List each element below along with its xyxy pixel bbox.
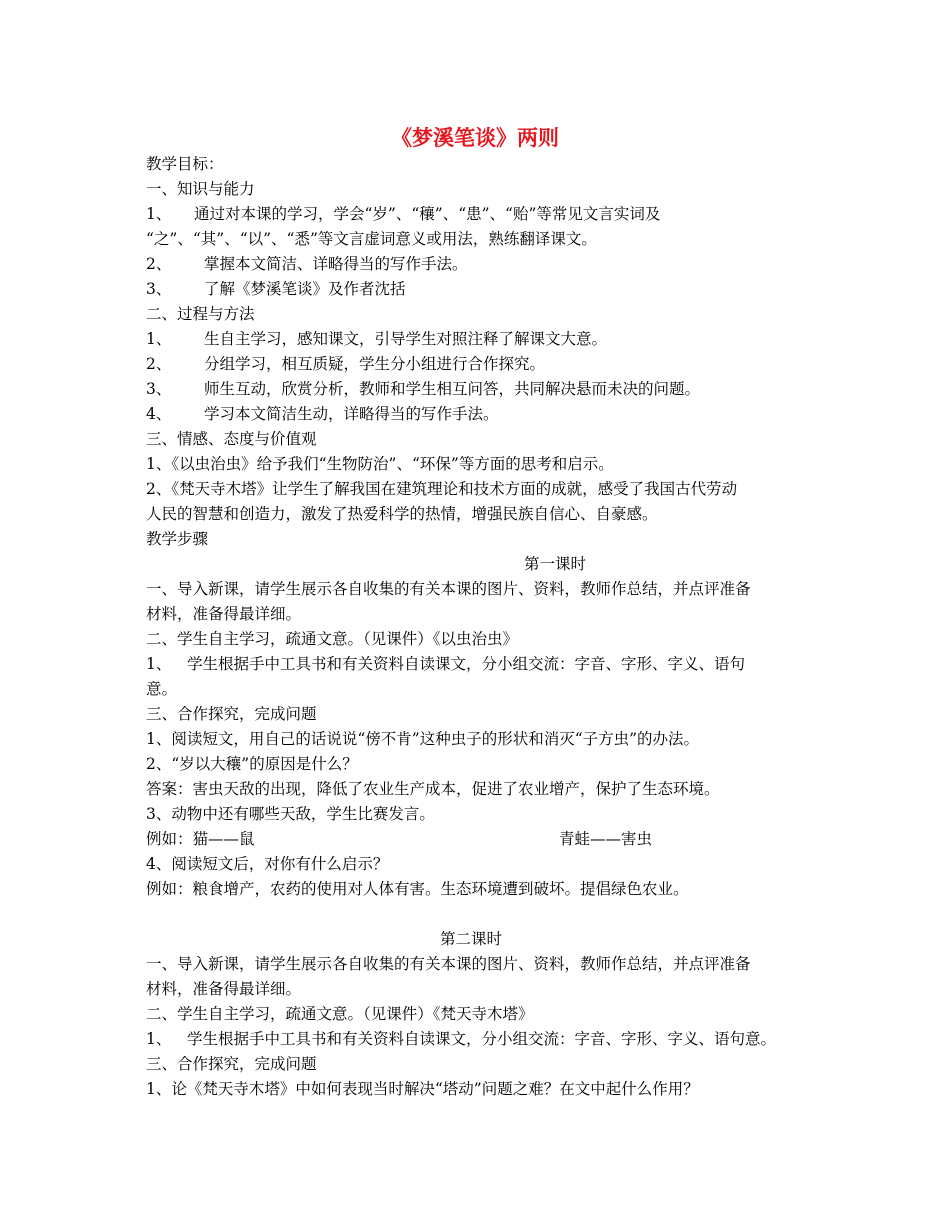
text-line: 1、《以虫治虫》给予我们“生物防治”、“环保”等方面的思考和启示。 <box>146 455 614 473</box>
item-number: 1、 <box>146 205 172 223</box>
text-line: 教学步骤 <box>146 530 209 548</box>
text-line: 一、知识与能力 <box>146 180 255 198</box>
item-text: 生自主学习，感知课文，引导学生对照注释了解课文大意。 <box>204 330 608 348</box>
text-line: 材料，准备得最详细。 <box>146 980 302 998</box>
item-number: 1、 <box>146 1030 172 1048</box>
item-text: 了解《梦溪笔谈》及作者沈括 <box>204 280 406 298</box>
text-line <box>146 1029 776 1049</box>
item-number: 3、 <box>146 380 172 398</box>
text-line: 二、学生自主学习，疏通文意。（见课件）《以虫治虫》 <box>146 630 519 648</box>
example-right: 青蛙——害虫 <box>559 830 653 848</box>
text-line: 一、导入新课，请学生展示各自收集的有关本课的图片、资料，教师作总结，并点评准备 <box>146 580 751 598</box>
item-number: 2、 <box>146 355 172 373</box>
item-number: 1、 <box>146 655 172 673</box>
item-text: 分组学习，相互质疑，学生分小组进行合作探究。 <box>204 355 546 373</box>
item-text: 掌握本文简洁、详略得当的写作手法。 <box>204 255 468 273</box>
text-line: “之”、“其”、“以”、“悉”等文言虚词意义或用法，熟练翻译课文。 <box>146 230 597 248</box>
text-line: 1、论《梵天寺木塔》中如何表现当时解决“塔动”问题之难？在文中起什么作用？ <box>146 1080 699 1098</box>
text-line: 4、阅读短文后，对你有什么启示？ <box>146 855 389 873</box>
text-line: 人民的智慧和创造力，激发了热爱科学的热情，增强民族自信心、自豪感。 <box>146 505 658 523</box>
text-line <box>146 279 406 299</box>
example-left: 例如：猫——鼠 <box>146 830 255 848</box>
item-number: 2、 <box>146 255 172 273</box>
text-line <box>146 379 700 399</box>
text-line: 三、合作探究，完成问题 <box>146 705 317 723</box>
text-line <box>146 354 545 374</box>
text-line <box>146 829 796 849</box>
text-line <box>146 404 499 424</box>
text-line: 三、合作探究，完成问题 <box>146 1055 317 1073</box>
section-heading: 第二课时 <box>440 930 503 948</box>
item-text: 师生互动，欣赏分析，教师和学生相互问答，共同解决悬而未决的问题。 <box>204 380 701 398</box>
text-line: 1、阅读短文，用自己的话说说“傍不肯”这种虫子的形状和消灭“子方虫”的办法。 <box>146 730 700 748</box>
text-line: 2、《梵天寺木塔》让学生了解我国在建筑理论和技术方面的成就，感受了我国古代劳动 <box>146 480 738 498</box>
item-number: 3、 <box>146 280 172 298</box>
text-line: 意。 <box>146 680 178 698</box>
text-line <box>146 204 660 224</box>
text-line <box>146 254 468 274</box>
item-number: 4、 <box>146 405 172 423</box>
text-line: 教学目标： <box>146 155 224 173</box>
text-line <box>146 329 607 349</box>
item-text: 通过对本课的学习，学会“岁”、“穰”、“患”、“贻”等常见文言实词及 <box>194 205 661 223</box>
text-line <box>146 654 745 674</box>
text-line: 三、情感、态度与价值观 <box>146 430 317 448</box>
text-line: 3、动物中还有哪些天敌，学生比赛发言。 <box>146 805 435 823</box>
item-text: 学生根据手中工具书和有关资料自读课文，分小组交流：字音、字形、字义、语句意。 <box>187 1030 777 1048</box>
section-heading: 第一课时 <box>524 555 587 573</box>
text-line: 材料，准备得最详细。 <box>146 605 302 623</box>
item-number: 1、 <box>146 330 172 348</box>
text-line: 二、学生自主学习，疏通文意。（见课件）《梵天寺木塔》 <box>146 1005 534 1023</box>
document-title: 《梦溪笔谈》两则 <box>391 126 559 150</box>
item-text: 学习本文简洁生动，详略得当的写作手法。 <box>204 405 499 423</box>
text-line: 二、过程与方法 <box>146 305 255 323</box>
text-line: 一、导入新课，请学生展示各自收集的有关本课的图片、资料，教师作总结，并点评准备 <box>146 955 751 973</box>
text-line: 答案：害虫天敌的出现，降低了农业生产成本，促进了农业增产，保护了生态环境。 <box>146 780 720 798</box>
item-text: 学生根据手中工具书和有关资料自读课文，分小组交流：字音、字形、字义、语句 <box>187 655 746 673</box>
text-line: 例如：粮食增产，农药的使用对人体有害。生态环境遭到破坏。提倡绿色农业。 <box>146 880 689 898</box>
text-line: 2、“岁以大穰”的原因是什么？ <box>146 755 358 773</box>
